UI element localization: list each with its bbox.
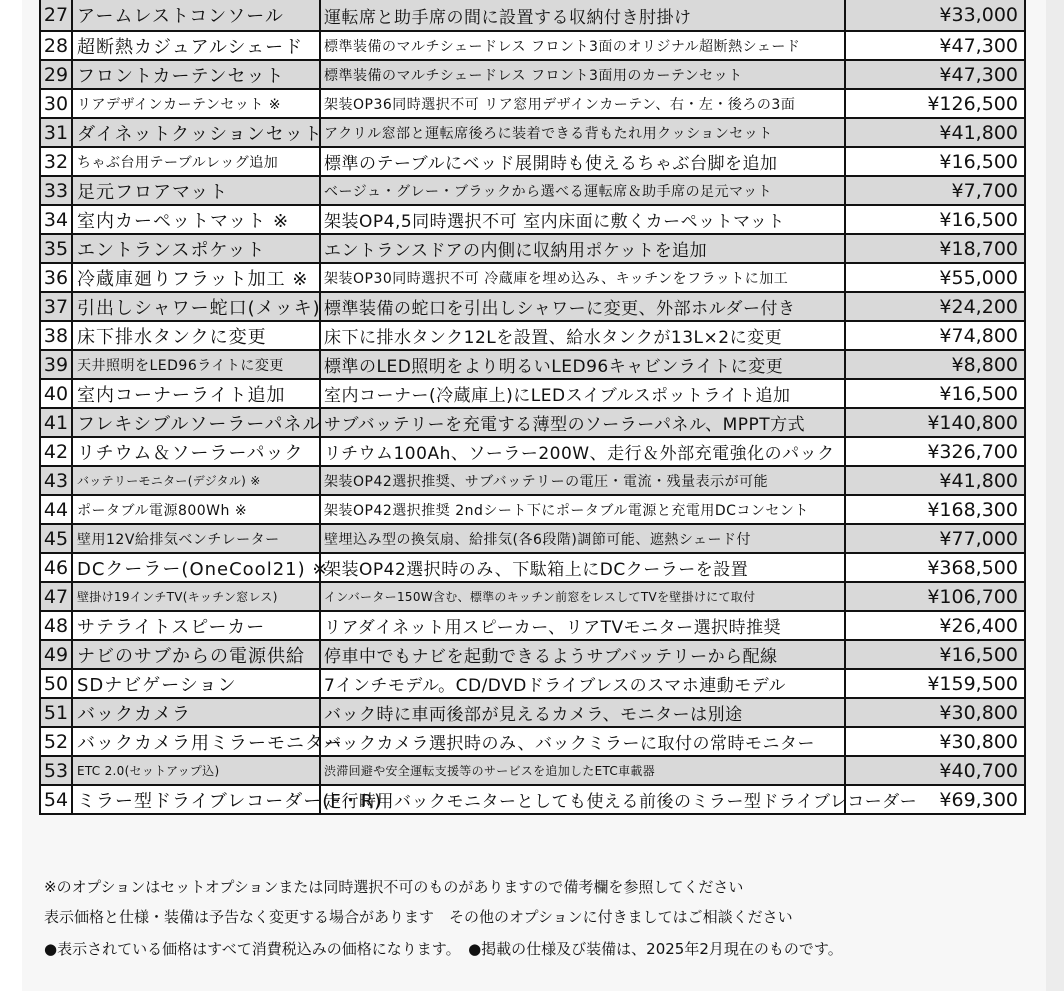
option-name: ミラー型ドライブレコーダー(F・R) xyxy=(72,785,320,814)
option-description: 架装OP42選択時のみ、下駄箱上にDCクーラーを設置 xyxy=(320,553,845,582)
table-row xyxy=(40,640,1025,669)
table-row xyxy=(40,234,1025,263)
note-tax-and-date: ●表示されている価格はすべて消費税込みの価格になります。 ●掲載の仕様及び装備は、2025年2月現在のものです。 xyxy=(44,940,843,958)
table-row xyxy=(40,379,1025,408)
table-row xyxy=(40,31,1025,60)
options-table-body xyxy=(40,0,1025,814)
option-name: ETC 2.0(セットアップ込) xyxy=(72,756,320,785)
row-number: 49 xyxy=(40,640,72,669)
row-number: 40 xyxy=(40,379,72,408)
option-name: 天井照明をLED96ライトに変更 xyxy=(72,350,320,379)
option-description: インバーター150W含む、標準のキッチン前窓をレスしてTVを壁掛けにて取付 xyxy=(320,582,845,611)
table-row xyxy=(40,292,1025,321)
option-name: 室内コーナーライト追加 xyxy=(72,379,320,408)
row-number: 51 xyxy=(40,698,72,727)
option-price: ¥168,300 xyxy=(845,495,1025,524)
row-number: 36 xyxy=(40,263,72,292)
option-name: 超断熱カジュアルシェード xyxy=(72,31,320,60)
option-price: ¥326,700 xyxy=(845,437,1025,466)
row-number: 35 xyxy=(40,234,72,263)
table-row xyxy=(40,89,1025,118)
option-price: ¥26,400 xyxy=(845,611,1025,640)
option-description: 標準のテーブルにベッド展開時も使えるちゃぶ台脚を追加 xyxy=(320,147,845,176)
table-row xyxy=(40,176,1025,205)
option-description: 床下に排水タンク12Lを設置、給水タンクが13L×2に変更 xyxy=(320,321,845,350)
option-description: 架装OP42選択推奨、サブバッテリーの電圧・電流・残量表示が可能 xyxy=(320,466,845,495)
row-number: 28 xyxy=(40,31,72,60)
row-number: 42 xyxy=(40,437,72,466)
option-price: ¥77,000 xyxy=(845,524,1025,553)
option-description: 7インチモデル。CD/DVDドライブレスのスマホ連動モデル xyxy=(320,669,845,698)
option-name: バックカメラ用ミラーモニター xyxy=(72,727,320,756)
table-row xyxy=(40,437,1025,466)
option-name: 壁掛け19インチTV(キッチン窓レス) xyxy=(72,582,320,611)
row-number: 44 xyxy=(40,495,72,524)
table-row xyxy=(40,785,1025,814)
option-description: バックカメラ選択時のみ、バックミラーに取付の常時モニター xyxy=(320,727,845,756)
table-row xyxy=(40,118,1025,147)
row-number: 39 xyxy=(40,350,72,379)
option-description: 架装OP42選択推奨 2ndシート下にポータブル電源と充電用DCコンセント xyxy=(320,495,845,524)
option-description: アクリル窓部と運転席後ろに装着できる背もたれ用クッションセット xyxy=(320,118,845,147)
option-price: ¥18,700 xyxy=(845,234,1025,263)
option-description: バック時に車両後部が見えるカメラ、モニターは別途 xyxy=(320,698,845,727)
option-description: 停車中でもナビを起動できるようサブバッテリーから配線 xyxy=(320,640,845,669)
note-asterisk: ※のオプションはセットオプションまたは同時選択不可のものがありますので備考欄を参照してください xyxy=(44,878,744,896)
option-description: 架装OP30同時選択不可 冷蔵庫を埋め込み、キッチンをフラットに加工 xyxy=(320,263,845,292)
row-number: 27 xyxy=(40,0,72,31)
option-name: 壁用12V給排気ベンチレーター xyxy=(72,524,320,553)
option-price: ¥30,800 xyxy=(845,698,1025,727)
option-name: バックカメラ xyxy=(72,698,320,727)
row-number: 37 xyxy=(40,292,72,321)
row-number: 53 xyxy=(40,756,72,785)
option-description: 標準のLED照明をより明るいLED96キャビンライトに変更 xyxy=(320,350,845,379)
option-name: サテライトスピーカー xyxy=(72,611,320,640)
option-description: 標準装備の蛇口を引出しシャワーに変更、外部ホルダー付き xyxy=(320,292,845,321)
option-name: ちゃぶ台用テーブルレッグ追加 xyxy=(72,147,320,176)
option-price: ¥16,500 xyxy=(845,379,1025,408)
option-price: ¥16,500 xyxy=(845,640,1025,669)
option-price: ¥7,700 xyxy=(845,176,1025,205)
option-price: ¥69,300 xyxy=(845,785,1025,814)
option-name: アームレストコンソール xyxy=(72,0,320,31)
option-description: 室内コーナー(冷蔵庫上)にLEDスイブルスポットライト追加 xyxy=(320,379,845,408)
option-price: ¥47,300 xyxy=(845,60,1025,89)
row-number: 52 xyxy=(40,727,72,756)
row-number: 30 xyxy=(40,89,72,118)
option-price: ¥30,800 xyxy=(845,727,1025,756)
option-description: 標準装備のマルチシェードレス フロント3面のオリジナル超断熱シェード xyxy=(320,31,845,60)
table-row xyxy=(40,205,1025,234)
row-number: 46 xyxy=(40,553,72,582)
option-name: ダイネットクッションセット xyxy=(72,118,320,147)
table-row xyxy=(40,350,1025,379)
option-price: ¥106,700 xyxy=(845,582,1025,611)
table-row xyxy=(40,147,1025,176)
note-price-change: 表示価格と仕様・装備は予告なく変更する場合があります その他のオプションに付きましてはご相談ください xyxy=(44,908,793,926)
options-price-table xyxy=(39,0,1026,815)
row-number: 48 xyxy=(40,611,72,640)
row-number: 32 xyxy=(40,147,72,176)
option-price: ¥74,800 xyxy=(845,321,1025,350)
row-number: 31 xyxy=(40,118,72,147)
table-row xyxy=(40,756,1025,785)
row-number: 41 xyxy=(40,408,72,437)
option-description: サブバッテリーを充電する薄型のソーラーパネル、MPPT方式 xyxy=(320,408,845,437)
option-name: SDナビゲーション xyxy=(72,669,320,698)
table-row xyxy=(40,0,1025,31)
option-price: ¥47,300 xyxy=(845,31,1025,60)
table-row xyxy=(40,582,1025,611)
option-name: 室内カーペットマット ※ xyxy=(72,205,320,234)
row-number: 50 xyxy=(40,669,72,698)
option-price: ¥8,800 xyxy=(845,350,1025,379)
table-row xyxy=(40,60,1025,89)
table-row xyxy=(40,321,1025,350)
option-description: 渋滞回避や安全運転支援等のサービスを追加したETC車載器 xyxy=(320,756,845,785)
option-price: ¥41,800 xyxy=(845,466,1025,495)
option-description: 架装OP4,5同時選択不可 室内床面に敷くカーペットマット xyxy=(320,205,845,234)
option-description: エントランスドアの内側に収納用ポケットを追加 xyxy=(320,234,845,263)
option-description: 架装OP36同時選択不可 リア窓用デザインカーテン、右・左・後ろの3面 xyxy=(320,89,845,118)
option-name: リアデザインカーテンセット ※ xyxy=(72,89,320,118)
option-name: 冷蔵庫廻りフラット加工 ※ xyxy=(72,263,320,292)
option-name: ナビのサブからの電源供給 xyxy=(72,640,320,669)
option-price: ¥16,500 xyxy=(845,205,1025,234)
option-description: リチウム100Ah、ソーラー200W、走行＆外部充電強化のパック xyxy=(320,437,845,466)
option-name: リチウム＆ソーラーパック xyxy=(72,437,320,466)
table-row xyxy=(40,669,1025,698)
option-name: バッテリーモニター(デジタル) ※ xyxy=(72,466,320,495)
left-margin xyxy=(0,0,22,991)
option-price: ¥40,700 xyxy=(845,756,1025,785)
option-price: ¥159,500 xyxy=(845,669,1025,698)
option-description: 運転席と助手席の間に設置する収納付き肘掛け xyxy=(320,0,845,31)
table-row xyxy=(40,553,1025,582)
option-name: 床下排水タンクに変更 xyxy=(72,321,320,350)
row-number: 33 xyxy=(40,176,72,205)
option-price: ¥33,000 xyxy=(845,0,1025,31)
option-price: ¥24,200 xyxy=(845,292,1025,321)
option-description: リアダイネット用スピーカー、リアTVモニター選択時推奨 xyxy=(320,611,845,640)
table-row xyxy=(40,466,1025,495)
option-description: 壁埋込み型の換気扇、給排気(各6段階)調節可能、遮熱シェード付 xyxy=(320,524,845,553)
option-name: 足元フロアマット xyxy=(72,176,320,205)
option-name: ポータブル電源800Wh ※ xyxy=(72,495,320,524)
option-price: ¥55,000 xyxy=(845,263,1025,292)
table-row xyxy=(40,524,1025,553)
row-number: 45 xyxy=(40,524,72,553)
option-price: ¥16,500 xyxy=(845,147,1025,176)
row-number: 43 xyxy=(40,466,72,495)
option-name: DCクーラー(OneCool21) ※ xyxy=(72,553,320,582)
row-number: 54 xyxy=(40,785,72,814)
table-row xyxy=(40,698,1025,727)
table-row xyxy=(40,263,1025,292)
row-number: 29 xyxy=(40,60,72,89)
table-row xyxy=(40,495,1025,524)
option-price: ¥41,800 xyxy=(845,118,1025,147)
row-number: 34 xyxy=(40,205,72,234)
table-row xyxy=(40,727,1025,756)
row-number: 38 xyxy=(40,321,72,350)
option-description: 走行時用バックモニターとしても使える前後のミラー型ドライブレコーダー xyxy=(320,785,845,814)
right-margin xyxy=(1046,0,1064,991)
option-name: フロントカーテンセット xyxy=(72,60,320,89)
row-number: 47 xyxy=(40,582,72,611)
option-description: ベージュ・グレー・ブラックから選べる運転席＆助手席の足元マット xyxy=(320,176,845,205)
option-price: ¥368,500 xyxy=(845,553,1025,582)
option-name: 引出しシャワー蛇口(メッキ) xyxy=(72,292,320,321)
table-row xyxy=(40,611,1025,640)
option-price: ¥140,800 xyxy=(845,408,1025,437)
option-price: ¥126,500 xyxy=(845,89,1025,118)
option-name: エントランスポケット xyxy=(72,234,320,263)
option-description: 標準装備のマルチシェードレス フロント3面用のカーテンセット xyxy=(320,60,845,89)
option-name: フレキシブルソーラーパネル xyxy=(72,408,320,437)
notes-section xyxy=(44,872,1024,964)
table-row xyxy=(40,408,1025,437)
